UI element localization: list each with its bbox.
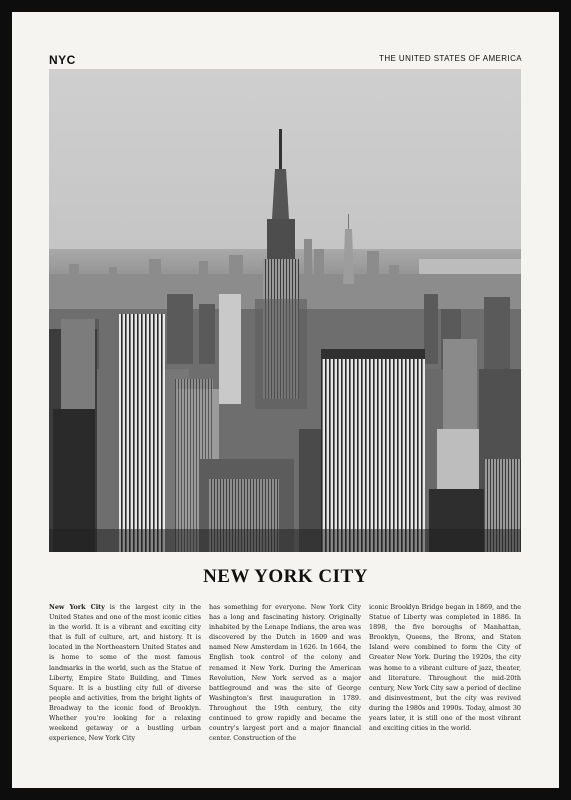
header-nyc: NYC bbox=[49, 53, 76, 67]
body-column-1-text: is the largest city in the United States and one of the most iconic cities in the world. It is a vibrant and exciting city that is full of culture, art, and history. It is located in the Northeastern United States and is home to some of the most famous landmarks in the world, such as the Statue of Liberty, Empire State Building, and Times Square. It is a bustling city full of diverse people and activities, from the bright lights of Broadway to the iconic food of Brooklyn. Whether you're looking for a relaxing weekend getaway or a bustling urban experience, New York City bbox=[49, 603, 201, 743]
body-text bbox=[49, 602, 521, 752]
header-country: THE UNITED STATES OF AMERICA bbox=[379, 54, 522, 63]
skyline-photo bbox=[49, 69, 521, 552]
body-lead: New York City bbox=[49, 603, 105, 611]
body-column-3: iconic Brooklyn Bridge began in 1869, and the Statue of Liberty was completed in 1886. In 1898, the five boroughs of Manhattan, Brooklyn, Queens, the Bronx, and Staten Island were combined to form the City of Greater New York. During the 1920s, the city was home to a vibrant culture of jazz, theater, and literature. Throughout the mid-20th century, New York City saw a period of decline and disinvestment, but the city was revived during the 1980s and 1990s. Today, almost 30 years later, it is still one of the most vibrant and exciting cities in the world. bbox=[369, 603, 521, 733]
body-column-1 bbox=[49, 602, 201, 752]
poster-title: NEW YORK CITY bbox=[203, 566, 368, 587]
skyline-illustration bbox=[49, 69, 521, 552]
body-column-2: has something for everyone. New York City has a long and fascinating history. Originally inhabited by the Lenape Indians, the area was discovered by the Dutch in 1609 and was named New Amsterdam in 1626. In 1664, the English took control of the colony and renamed it New York. During the American Revolution, New York served as a major battleground and was the site of George Washington's first inauguration in 1789. Throughout the 19th century, the city continued to grow rapidly and became the country's largest port and a major financial center. Construction of the bbox=[209, 603, 361, 743]
poster bbox=[12, 12, 559, 788]
